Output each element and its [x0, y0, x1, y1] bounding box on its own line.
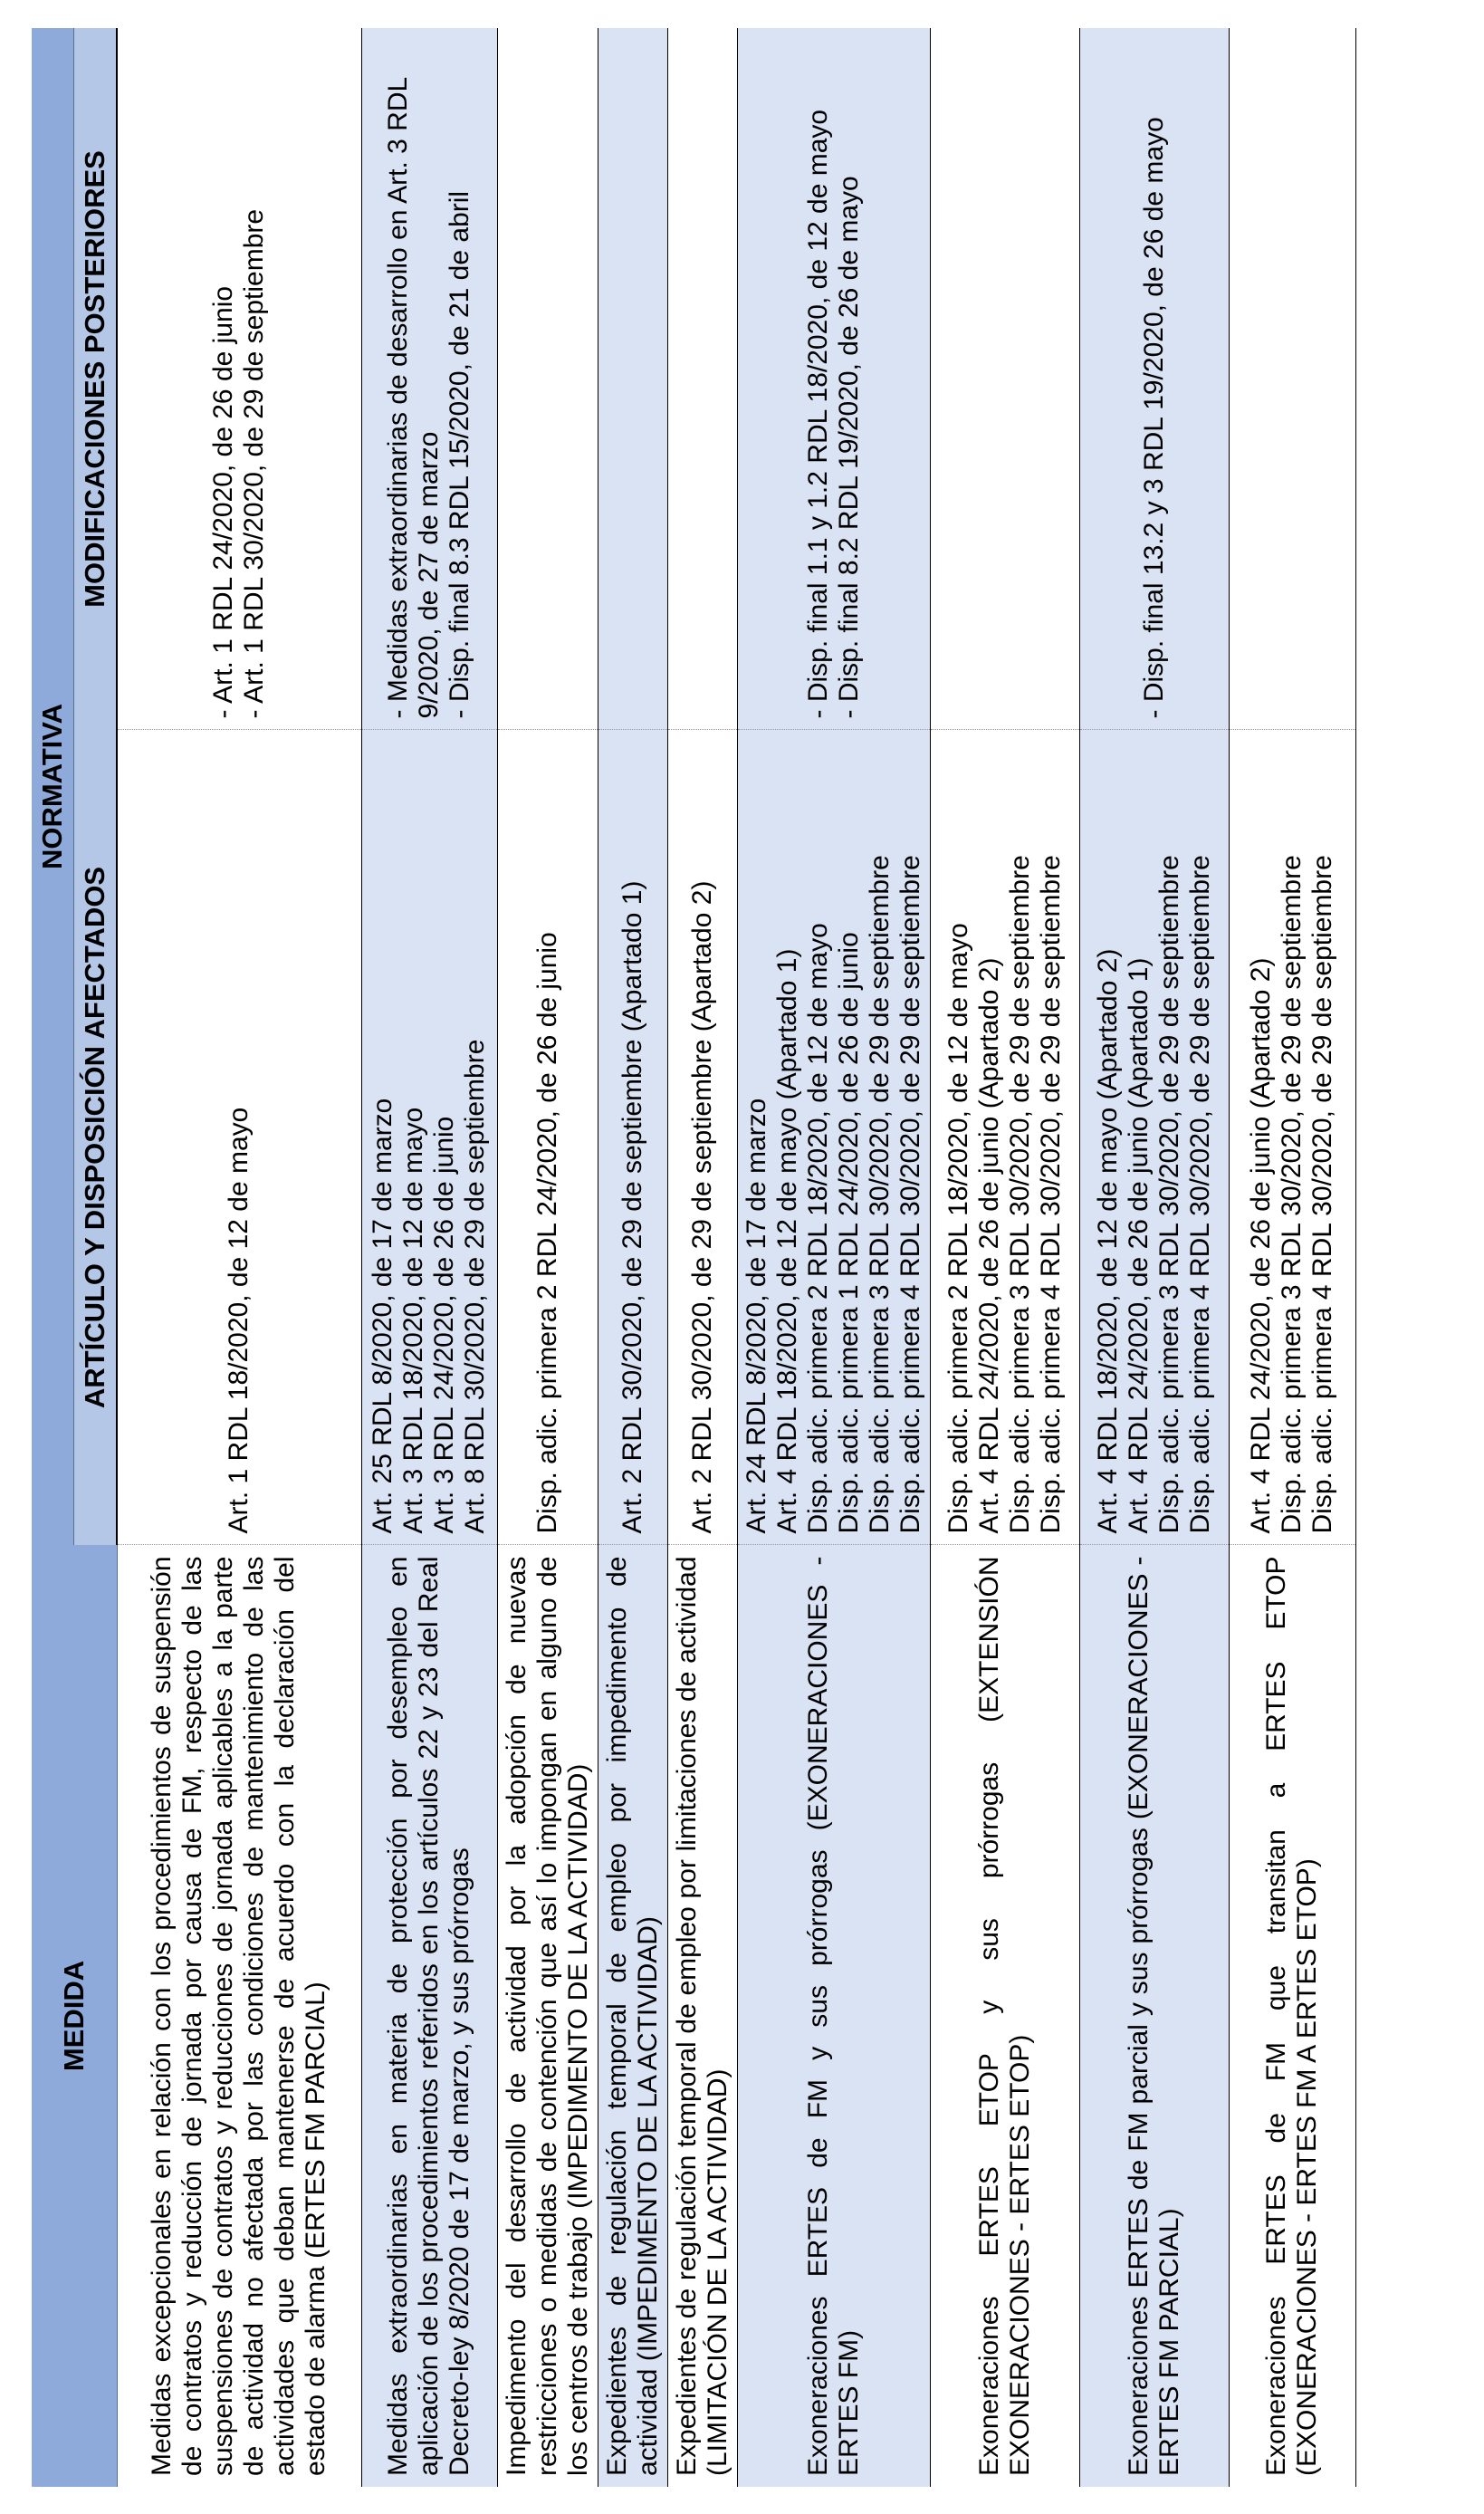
- cell-articulo: Disp. adic. primera 2 RDL 24/2020, de 26 de junio: [497, 730, 598, 1545]
- table-row: [1229, 28, 1355, 2487]
- cell-modificaciones: [497, 28, 598, 730]
- cell-medida: Impedimento del desarrollo de actividad por la adopción de nuevas restricciones o medidas de contención que así lo impongan en alguno de los centros de trabajo (IMPEDIMENTO DE LA ACTIVIDAD): [497, 1545, 598, 2487]
- cell-medida: Medidas extraordinarias en materia de protección por desempleo en aplicación de los procedimientos referidos en los artículos 22 y 23 del Real Decreto-ley 8/2020 de 17 de marzo, y sus prórrogas: [361, 1545, 497, 2487]
- table-row: [497, 28, 598, 2487]
- cell-modificaciones: - Disp. final 13.2 y 3 RDL 19/2020, de 26 de mayo: [1079, 28, 1229, 730]
- cell-medida: Expedientes de regulación temporal de empleo por impedimento de actividad (IMPEDIMENTO DE LA ACTIVIDAD): [598, 1545, 667, 2487]
- cell-medida: Exoneraciones ERTES de FM parcial y sus prórrogas (EXONERACIONES - ERTES FM PARCIAL): [1079, 1545, 1229, 2487]
- cell-articulo: Art. 4 RDL 24/2020, de 26 de junio (Apartado 2) Disp. adic. primera 3 RDL 30/2020, de 29 de septiembre Disp. adic. primera 4 RDL 30/2020, de 29 de septiembre: [1229, 730, 1355, 1545]
- cell-medida: Medidas excepcionales en relación con los procedimientos de suspensión de contratos y reducción de jornada por causa de FM, respecto de las suspensiones de contratos y reducciones de jornada aplicables a la parte de actividad no afectada por las condiciones de mantenimiento de las actividades que deban mantenerse de acuerdo con la declaración del estado de alarma (ERTES FM PARCIAL): [117, 1545, 361, 2487]
- header-normativa: NORMATIVA: [32, 28, 74, 1545]
- cell-modificaciones: [1229, 28, 1355, 730]
- cell-modificaciones: - Art. 1 RDL 24/2020, de 26 de junio - Art. 1 RDL 30/2020, de 29 de septiembre: [117, 28, 361, 730]
- cell-medida: Exoneraciones ERTES de FM que transitan a ERTES ETOP (EXONERACIONES - ERTES FM A ERTES ETOP): [1229, 1545, 1355, 2487]
- cell-medida: Exoneraciones ERTES de FM y sus prórrogas (EXONERACIONES - ERTES FM): [737, 1545, 930, 2487]
- cell-articulo: Art. 24 RDL 8/2020, de 17 de marzo Art. 4 RDL 18/2020, de 12 de mayo (Apartado 1) Disp. adic. primera 2 RDL 18/2020, de 12 de mayo Disp. adic. primera 1 RDL 24/2020, de 26 de junio Disp. adic. primera 3 RDL 30/2020, de 29 de septiembre Disp. adic. primera 4 RDL 30/2020, de 29 de septiembre: [737, 730, 930, 1545]
- table-row: [737, 28, 930, 2487]
- table-body: [117, 28, 1355, 2487]
- cell-articulo: Art. 2 RDL 30/2020, de 29 de septiembre (Apartado 2): [667, 730, 737, 1545]
- table-row: [667, 28, 737, 2487]
- cell-medida: Expedientes de regulación temporal de empleo por limitaciones de actividad (LIMITACIÓN DE LA ACTIVIDAD): [667, 1545, 737, 2487]
- table-row: [598, 28, 667, 2487]
- cell-articulo: Art. 4 RDL 18/2020, de 12 de mayo (Apartado 2) Art. 4 RDL 24/2020, de 26 de junio (Apartado 1) Disp. adic. primera 3 RDL 30/2020, de 29 de septiembre Disp. adic. primera 4 RDL 30/2020, de 29 de septiembre: [1079, 730, 1229, 1545]
- cell-modificaciones: [667, 28, 737, 730]
- table-row: [361, 28, 497, 2487]
- cell-modificaciones: [930, 28, 1079, 730]
- table-row: [930, 28, 1079, 2487]
- normativa-table: [32, 28, 1356, 2487]
- table-row: [117, 28, 361, 2487]
- cell-modificaciones: [598, 28, 667, 730]
- cell-articulo: Disp. adic. primera 2 RDL 18/2020, de 12 de mayo Art. 4 RDL 24/2020, de 26 de junio (Apartado 2) Disp. adic. primera 3 RDL 30/2020, de 29 de septiembre Disp. adic. primera 4 RDL 30/2020, de 29 de septiembre: [930, 730, 1079, 1545]
- cell-medida: Exoneraciones ERTES ETOP y sus prórrogas (EXTENSIÓN EXONERACIONES - ERTES ETOP): [930, 1545, 1079, 2487]
- cell-modificaciones: - Disp. final 1.1 y 1.2 RDL 18/2020, de 12 de mayo - Disp. final 8.2 RDL 19/2020, de 26 de mayo: [737, 28, 930, 730]
- cell-articulo: Art. 1 RDL 18/2020, de 12 de mayo: [117, 730, 361, 1545]
- header-articulo: ARTÍCULO Y DISPOSICIÓN AFECTADOS: [74, 730, 118, 1545]
- table-row: [1079, 28, 1229, 2487]
- cell-articulo: Art. 25 RDL 8/2020, de 17 de marzo Art. 3 RDL 18/2020, de 12 de mayo Art. 3 RDL 24/2020, de 26 de junio Art. 8 RDL 30/2020, de 29 de septiembre: [361, 730, 497, 1545]
- cell-modificaciones: - Medidas extraordinarias de desarrollo en Art. 3 RDL 9/2020, de 27 de marzo - Disp. final 8.3 RDL 15/2020, de 21 de abril: [361, 28, 497, 730]
- header-modificaciones: MODIFICACIONES POSTERIORES: [74, 28, 118, 730]
- header-medida: MEDIDA: [32, 1545, 117, 2487]
- cell-articulo: Art. 2 RDL 30/2020, de 29 de septiembre (Apartado 1): [598, 730, 667, 1545]
